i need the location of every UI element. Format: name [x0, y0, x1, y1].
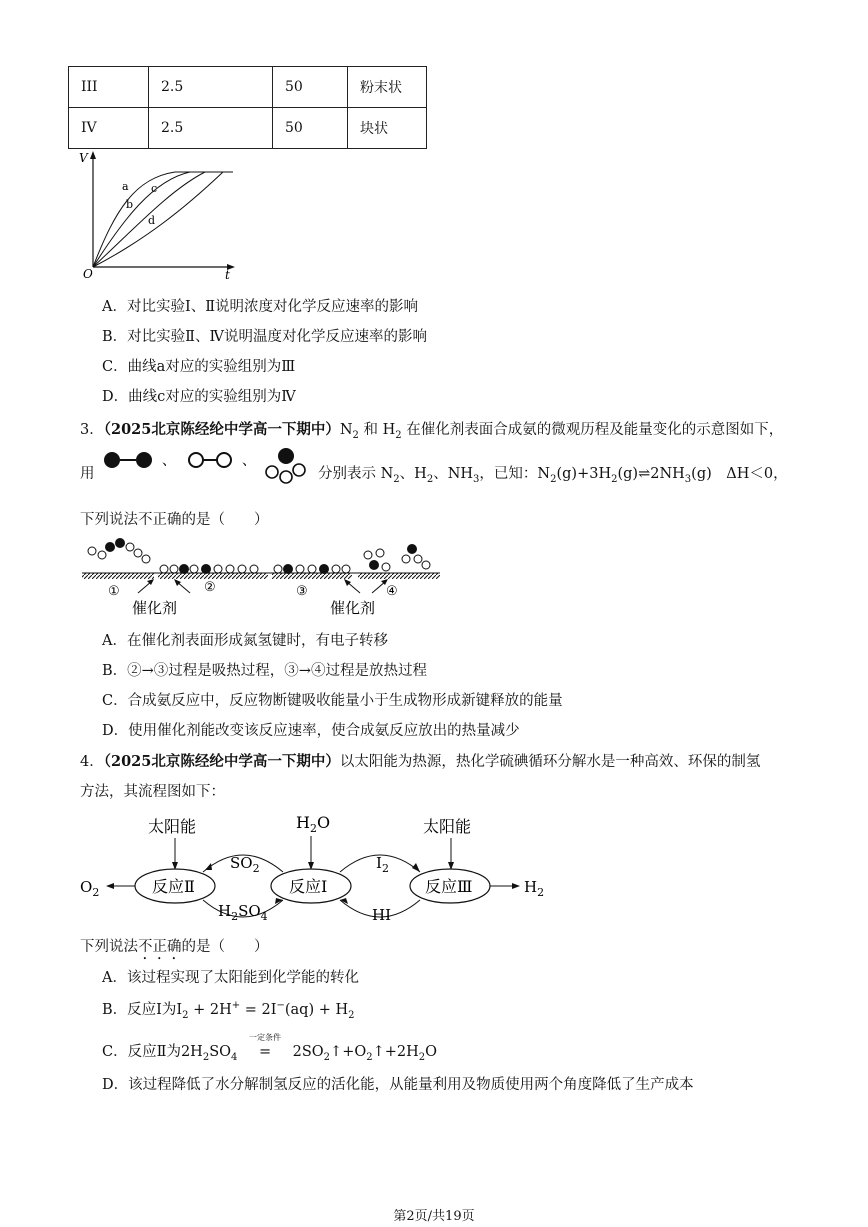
catalyst-process-diagram [80, 535, 445, 620]
curve-label: b [126, 198, 134, 211]
option-a[interactable]: A．对比实验Ⅰ、Ⅱ说明浓度对化学反应速率的影响 [102, 299, 419, 315]
svg-text:、: 、 [242, 453, 256, 469]
option-c[interactable]: C．合成氨反应中，反应物断键吸收能量小于生成物形成新键释放的能量 [102, 693, 563, 709]
molecule-legend [100, 448, 320, 493]
table-row [69, 108, 427, 149]
table-cell: 50 [273, 108, 348, 149]
option-a[interactable]: A．在催化剂表面形成氮氢键时，有电子转移 [102, 633, 388, 649]
so2-label: $SO_2$ [230, 854, 260, 875]
svg-text:、: 、 [162, 453, 176, 469]
option-d[interactable]: D．使用催化剂能改变该反应速率，使合成氨反应放出的热量减少 [102, 723, 520, 739]
sulfur-iodine-cycle-diagram [78, 808, 558, 923]
solar-label: 太阳能 [423, 817, 472, 836]
svg-text:催化剂: 催化剂 [132, 599, 178, 617]
question-3-equation: 分别表示 $N_2$、$H_2$、$NH_3$，已知：$N_2(g)+3H_2(g)\rightleftharpoons 2NH_3(g)$ ΔH＜0， [318, 466, 788, 485]
table-cell: III [69, 67, 149, 108]
question-3-stem: 3．（2025北京陈经纶中学高一下期中）$N_2$ 和 $H_2$ 在催化剂表面合成氨的微观历程及能量变化的示意图如下， [80, 421, 784, 441]
table-cell: 2.5 [149, 108, 273, 149]
i2-label: $I_2$ [376, 854, 389, 875]
svg-text:催化剂: 催化剂 [330, 599, 376, 617]
h2-label: $H_2$ [524, 878, 545, 899]
hi-label: HI [372, 906, 392, 923]
svg-text:①: ① [108, 584, 120, 599]
question-4-stem: 4．（2025北京陈经纶中学高一下期中）以太阳能为热源，热化学硫碘循环分解水是一种高效、环保的制氢 [80, 753, 761, 770]
question-4-prompt: 下列说法不正确的是（ ） [80, 939, 269, 955]
table-cell: 2.5 [149, 67, 273, 108]
h2so4-label: $H_2SO_4$ [218, 902, 268, 923]
table-row [69, 67, 427, 108]
svg-text:②: ② [204, 580, 216, 595]
question-4-stem-2: 方法，其流程图如下： [80, 784, 225, 800]
option-b[interactable]: B．反应Ⅰ为$I_2 + 2H^+ = 2I^-(aq) + H_2$ [102, 1000, 355, 1021]
nh3-molecule-icon [266, 448, 305, 483]
reaction-1-label: 反应Ⅰ [289, 877, 328, 896]
h2o-label: $H_2O$ [296, 813, 331, 835]
question-3-legend-line: 用 [80, 466, 95, 482]
option-b[interactable]: B．对比实验Ⅱ、Ⅳ说明温度对化学反应速率的影响 [102, 329, 427, 345]
h2-molecule-icon [189, 453, 231, 467]
y-axis-label: V [79, 151, 88, 165]
question-3-prompt: 下列说法不正确的是（ ） [80, 512, 269, 528]
table-cell: 块状 [348, 108, 427, 149]
volume-time-graph [75, 150, 245, 280]
experiment-table [68, 66, 427, 149]
curve-label: c [151, 182, 158, 195]
table-cell: 粉末状 [348, 67, 427, 108]
svg-text:④: ④ [386, 584, 398, 599]
curve-label: d [148, 214, 156, 227]
option-c[interactable]: C．反应Ⅱ为$2H_2SO_4$ 一定条件 = $2SO_2↑+O_2↑+2H_2O$ [102, 1033, 438, 1063]
curve-label: a [122, 180, 129, 193]
solar-label: 太阳能 [148, 817, 197, 836]
option-a[interactable]: A．该过程实现了太阳能到化学能的转化 [102, 970, 359, 986]
x-axis-label: t [225, 268, 230, 280]
page-footer: 第2页/共19页 [393, 1209, 475, 1224]
o2-label: $O_2$ [80, 878, 100, 899]
reaction-3-label: 反应Ⅲ [425, 877, 473, 896]
origin-label: O [83, 267, 93, 280]
option-b[interactable]: B．②→③过程是吸热过程，③→④过程是放热过程 [102, 663, 427, 679]
reaction-2-label: 反应Ⅱ [152, 877, 195, 896]
table-cell: IV [69, 108, 149, 149]
n2-molecule-icon [104, 452, 152, 468]
option-d[interactable]: D．该过程降低了水分解制氢反应的活化能，从能量利用及物质使用两个角度降低了生产成本 [102, 1077, 694, 1093]
svg-text:③: ③ [296, 584, 308, 599]
table-cell: 50 [273, 67, 348, 108]
option-d[interactable]: D．曲线c对应的实验组别为Ⅳ [102, 389, 296, 405]
option-c[interactable]: C．曲线a对应的实验组别为Ⅲ [102, 359, 296, 375]
